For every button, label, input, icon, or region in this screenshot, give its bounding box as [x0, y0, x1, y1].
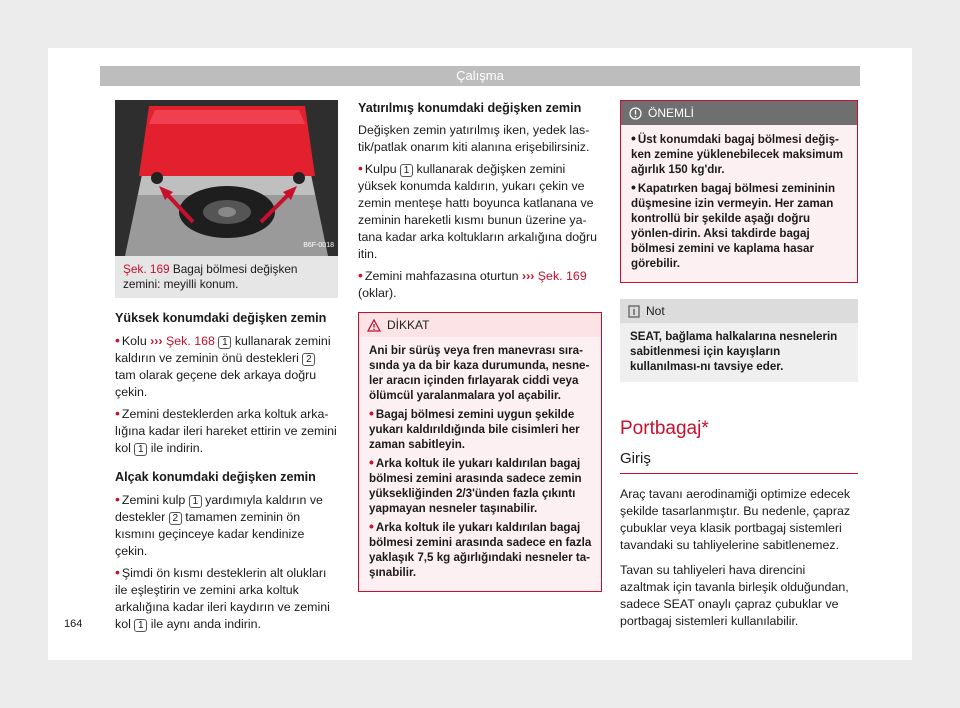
warning-header — [359, 313, 601, 337]
note-body: SEAT, bağlama halkalarına nesnelerin sabitlenmesi için kayışların kullanılması-nı tavsiye eder. — [620, 323, 858, 382]
marker-badge: 1 — [189, 495, 202, 508]
list-item: • Zemini mahfazasına oturtun ››› Şek. 169 (oklar). — [358, 267, 587, 300]
bullet-icon: • — [369, 518, 374, 534]
important-title: ÖNEMLİ — [648, 106, 695, 120]
column-left — [115, 100, 338, 637]
paragraph: Tavan su tahliyeleri hava direncini azaltmak için tavanla birleşik olduğundan, sadece SEAT onaylı çapraz çubuklar ve portbagaj sistemleri kullanılabilir. — [620, 563, 849, 628]
bullet-icon: • — [631, 130, 636, 146]
important-body — [621, 125, 857, 282]
heading-tilted-position: Yatırılmış konumdaki değişken zemin — [358, 101, 582, 115]
subsection-title: Giriş — [620, 450, 858, 474]
bullet-icon: • — [358, 267, 363, 283]
note-header — [620, 299, 858, 323]
list-item: • Kulpu 1 kullanarak değişken zemini yüksek konumda kaldırın, yukarı çekin ve zemin menteşe hattı boyunca katlanana ve zeminin hareketli kısmı bunun üzerine ya-tana kadar arka koltukların arkalığına doğru itin. — [358, 160, 598, 261]
bullet-icon: • — [115, 332, 120, 348]
warning-body — [359, 337, 601, 591]
note-title: Not — [646, 304, 665, 318]
marker-badge: 1 — [218, 336, 231, 349]
bullet-icon: • — [631, 179, 636, 195]
warning-item: • Bagaj bölmesi zemini uygun şekilde yukarı kaldırıldığında bile cisimleri her zaman sabitleyin. — [369, 405, 580, 451]
marker-badge: 1 — [400, 164, 413, 177]
bullet-icon: • — [115, 491, 120, 507]
chevrons-icon: ››› — [521, 269, 535, 283]
page-number: 164 — [64, 618, 83, 630]
section-header: Çalışma — [100, 66, 860, 86]
warning-box — [358, 312, 602, 592]
list-item: • Şimdi ön kısmı desteklerin alt olukları ile eşleştirin ve zemini arka koltuk arkalığına kadar ileri kaydırın ve zemini kol 1 ile aynı anda indirin. — [115, 564, 330, 631]
bullet-icon: • — [358, 160, 363, 176]
bullet-icon: • — [369, 405, 374, 421]
figure-code: B6F-0018 — [303, 242, 334, 249]
list-item: • Zemini desteklerden arka koltuk arka-lığına kadar ileri hareket ettirin ve zemini kol 1 ile indirin. — [115, 405, 337, 455]
figure-link[interactable]: Şek. 168 — [166, 334, 215, 348]
warning-item: • Arka koltuk ile yukarı kaldırılan bagaj bölmesi zemini arasında sadece zemin yüksekliğinden 2/3'ünden fazla çıkıntı yapmayan nesneler taşınabilir. — [369, 454, 582, 515]
important-box — [620, 100, 858, 283]
chevrons-icon: ››› — [150, 334, 163, 348]
warning-triangle-icon — [367, 319, 381, 332]
figure-caption-text: Bagaj bölmesi değişken zemini: meyilli konum. — [123, 262, 298, 291]
bullet-icon: • — [369, 454, 374, 470]
paragraph: Araç tavanı aerodinamiği optimize edecek şekilde tasarlanmıştır. Bu nedenle, çapraz çubuklar veya klasik portbagaj sistemleri tavandaki su tahliyelerine sabitlenemez. — [620, 487, 851, 552]
marker-badge: 1 — [134, 619, 147, 632]
marker-badge: 2 — [302, 353, 315, 366]
figure-trunk-floor — [115, 100, 338, 256]
section-title: Portbagaj* — [620, 418, 709, 439]
note-icon — [628, 305, 640, 318]
column-middle — [358, 100, 602, 592]
important-item: • Üst konumdaki bagaj bölmesi değiş-ken zemine yüklenebilecek maksimum ağırlık 150 kg'dır. — [631, 130, 844, 176]
marker-badge: 2 — [169, 512, 182, 525]
trunk-illustration — [115, 100, 338, 256]
bullet-icon: • — [115, 564, 120, 580]
warning-item: • Arka koltuk ile yukarı kaldırılan bagaj bölmesi zemini arasında sadece en fazla yaklaşık 7,5 kg ağırlığındaki nesneler ta-şınabilir. — [369, 518, 592, 579]
bullet-icon: • — [115, 405, 120, 421]
heading-low-position: Alçak konumdaki değişken zemin — [115, 470, 316, 484]
figure-ref: Şek. 169 — [123, 262, 170, 276]
warning-intro: Ani bir sürüş veya fren manevrası sıra-sında ya da bir kaza durumunda, nesne-ler aracın içinden fırlayarak ciddi veya ölümcül yaralanmalara yol açabilir. — [369, 344, 590, 402]
paragraph: Değişken zemin yatırılmış iken, yedek las-tik/patlak onarım kiti alanına erişebilirsiniz. — [358, 123, 590, 154]
list-item: • Zemini kulp 1 yardımıyla kaldırın ve destekler 2 tamamen zeminin ön kısmını geçinceye kadar kendinize çekin. — [115, 491, 323, 558]
important-header — [621, 101, 857, 125]
note-box — [620, 299, 858, 382]
list-item: • Kolu ››› Şek. 168 1 kullanarak zemini kaldırın ve zeminin önü destekleri 2 tam olarak geçene dek arkaya doğru çekin. — [115, 332, 331, 399]
figure-link[interactable]: Şek. 169 — [537, 269, 587, 283]
column-right — [620, 100, 858, 634]
important-item: • Kapatırken bagaj bölmesi zemininin düşmesine izin vermeyin. Her zaman kontrollü bir şekilde aşağı doğru yönlen-dirin. Aksi takdirde bagaj bölmesi zemini ve kaplama hasar görebilir. — [631, 179, 836, 270]
info-circle-icon — [629, 107, 642, 120]
figure-caption — [115, 256, 338, 298]
heading-high-position: Yüksek konumdaki değişken zemin — [115, 311, 327, 325]
marker-badge: 1 — [134, 443, 147, 456]
warning-title: DİKKAT — [387, 318, 430, 332]
